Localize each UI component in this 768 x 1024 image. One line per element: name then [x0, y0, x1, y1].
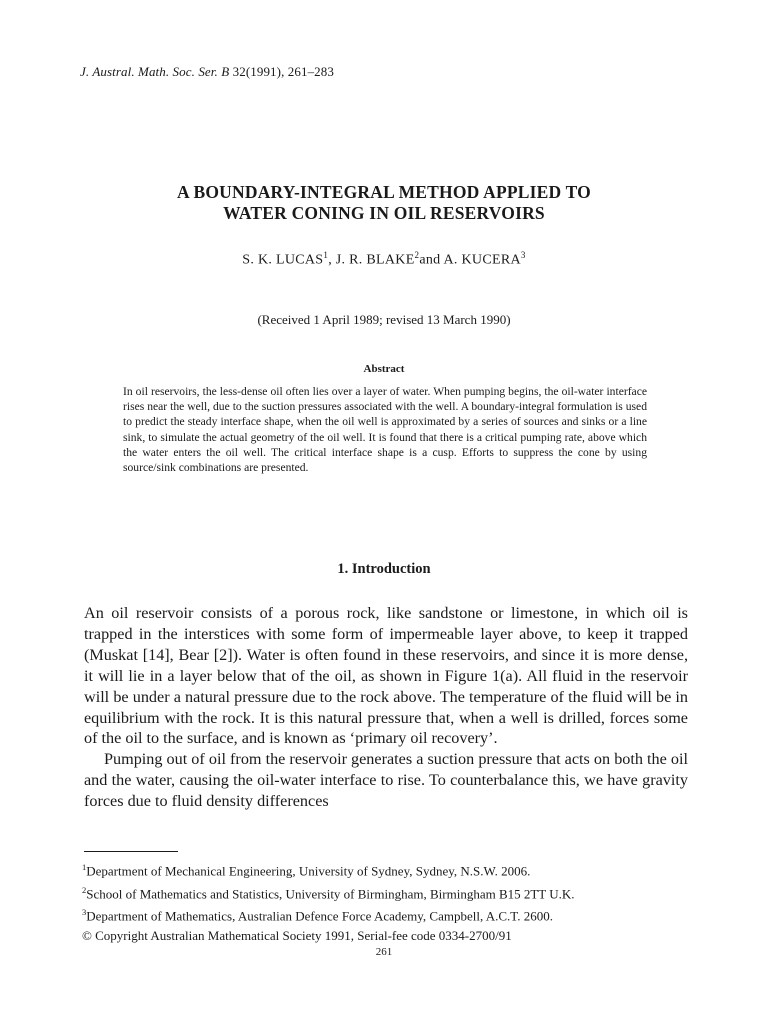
journal-citation [80, 64, 334, 80]
footnote [82, 881, 702, 904]
paper-title-line-1: A BOUNDARY-INTEGRAL METHOD APPLIED TO [177, 182, 591, 202]
footnote-mark: 2 [82, 884, 87, 895]
footnote-text: Department of Mechanical Engineering, University of Sydney, Sydney, N.S.W. 2006. [86, 863, 531, 879]
paper-title [0, 182, 768, 224]
paragraph: An oil reservoir consists of a porous rock, like sandstone or limestone, in which oil is trapped in the interstices with some form of impermeable layer above, to keep it trapped (Muskat [14], Bear [2]). Water is often found in these reservoirs, and since it is more dense, it will lie in a layer below that of the oil, as shown in Figure 1(a). All fluid in the reservoir will be under a natural pressure due to the rock above. The temperature of the fluid will be in equilibrium with the rock. It is this natural pressure that, when a well is drilled, forces some of the oil to the surface, and is known as ‘primary oil recovery’. [84, 604, 688, 748]
footnote [82, 858, 702, 881]
footnote-divider [84, 851, 178, 852]
page-number: 261 [375, 946, 393, 958]
author-name: A. KUCERA [443, 252, 521, 268]
author-separator: and [419, 252, 444, 268]
journal-volume-pages: 32(1991), 261–283 [229, 64, 334, 79]
abstract-heading: Abstract [363, 363, 405, 375]
footnote-text: School of Mathematics and Statistics, University of Birmingham, Birmingham B15 2TT U.K. [86, 885, 575, 901]
section-heading: 1. Introduction [337, 561, 431, 577]
author-list [0, 250, 768, 269]
paragraph: Pumping out of oil from the reservoir generates a suction pressure that acts on both the oil and the water, causing the oil-water interface to rise. To counterbalance this, we have gravity forces due to fluid density differences [84, 750, 688, 811]
author-name: J. R. BLAKE [335, 252, 415, 268]
copyright-text: © Copyright Australian Mathematical Society 1991, Serial-fee code 0334-2700/91 [82, 927, 512, 943]
author-affiliation-mark: 2 [414, 250, 420, 260]
paper-title-line-2: WATER CONING IN OIL RESERVOIRS [223, 203, 545, 223]
footnote-text: Department of Mathematics, Australian Defence Force Academy, Campbell, A.C.T. 2600. [86, 908, 554, 924]
copyright-notice [82, 926, 702, 945]
journal-name: J. Austral. Math. Soc. Ser. B [80, 64, 230, 79]
footnote-mark: 3 [82, 907, 87, 918]
author-affiliation-mark: 3 [520, 250, 526, 260]
author-name: S. K. LUCAS [242, 252, 324, 268]
author-separator: , [328, 252, 336, 268]
received-dates: (Received 1 April 1989; revised 13 March 1990) [257, 312, 511, 327]
abstract-text: In oil reservoirs, the less-dense oil often lies over a layer of water. When pumping begins, the oil-water interface rises near the well, due to the suction pressures associated with the well. A boundary-integral formulation is used to predict the steady interface shape, when the oil well is approximated by a series of sources and sinks or a line sink, to simulate the actual geometry of the oil well. It is found that there is a critical pumping rate, above which the water enters the oil well. The critical interface shape is a cusp. Efforts to suppress the cone by using source/sink combinations are presented. [123, 385, 647, 475]
author-affiliation-mark: 1 [323, 250, 329, 260]
footnotes [82, 858, 702, 945]
footnote-mark: 1 [82, 862, 87, 872]
introduction-body [84, 603, 688, 812]
footnote [82, 903, 702, 926]
